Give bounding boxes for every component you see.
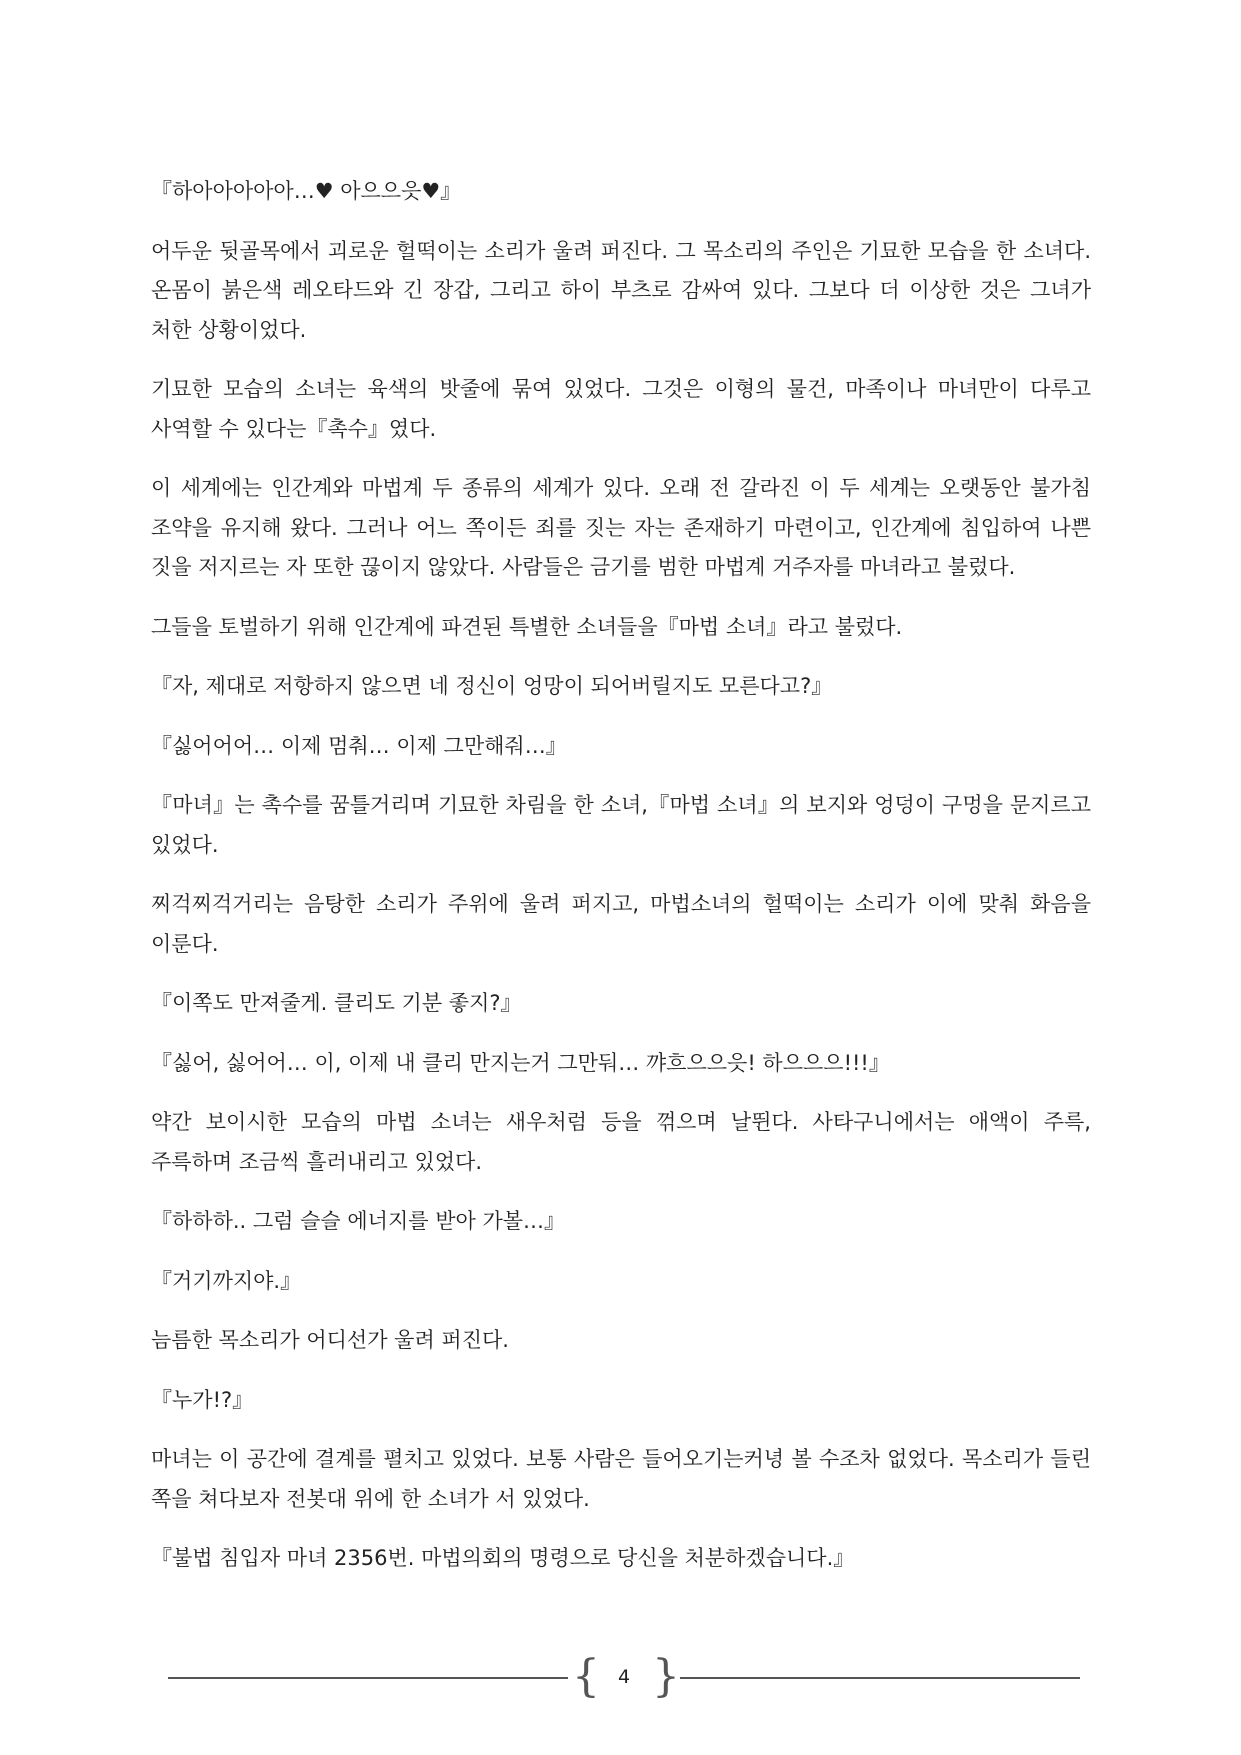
paragraph: 어두운 뒷골목에서 괴로운 헐떡이는 소리가 울려 퍼진다. 그 목소리의 주인은 기묘한 모습을 한 소녀다. 온몸이 붉은색 레오타드와 긴 장갑, 그리고 하이 부츠로 감싸여 있다. 그보다 더 이상한 것은 그녀가 처한 상황이었다.	[151, 238, 1091, 342]
footer-rule-left	[168, 1677, 568, 1679]
page-body	[151, 172, 1091, 1599]
paragraph: 『이쪽도 만져줄게. 클리도 기분 좋지?』	[151, 991, 522, 1015]
paragraph: 이 세계에는 인간계와 마법계 두 종류의 세계가 있다. 오래 전 갈라진 이 두 세계는 오랫동안 불가침 조약을 유지해 왔다. 그러나 어느 쪽이든 죄를 짓는 자는 존재하기 마련이고, 인간계에 침입하여 나쁜 짓을 저지르는 자 또한 끊이지 않았다. 사람들은 금기를 범한 마법계 거주자를 마녀라고 불렀다.	[151, 476, 1091, 579]
paragraph: 약간 보이시한 모습의 마법 소녀는 새우처럼 등을 꺾으며 날뛴다. 사타구니에서는 애액이 주륵, 주륵하며 조금씩 흘러내리고 있었다.	[151, 1110, 1091, 1174]
page-number: 4	[617, 1666, 631, 1688]
paragraph: 『싫어, 싫어어… 이, 이제 내 클리 만지는거 그만둬… 꺄흐으으읏! 하으으으!!!』	[151, 1050, 890, 1075]
paragraph: 마녀는 이 공간에 결계를 펼치고 있었다. 보통 사람은 들어오기는커녕 볼 수조차 없었다. 목소리가 들린 쪽을 쳐다보자 전봇대 위에 한 소녀가 서 있었다.	[151, 1447, 1091, 1511]
paragraph: 『불법 침입자 마녀 2356번. 마법의회의 명령으로 당신을 처분하겠습니다.』	[151, 1546, 855, 1570]
paragraph: 『하아아아아아…♥ 아으으읏♥』	[151, 179, 462, 203]
page-footer	[168, 1650, 1080, 1704]
paragraph: 기묘한 모습의 소녀는 육색의 밧줄에 묶여 있었다. 그것은 이형의 물건, 마족이나 마녀만이 다루고 사역할 수 있다는『촉수』였다.	[151, 377, 1091, 441]
footer-rule-right	[680, 1677, 1080, 1679]
paragraph: 『싫어어어… 이제 멈춰… 이제 그만해줘…』	[151, 733, 567, 758]
paragraph: 『자, 제대로 저항하지 않으면 네 정신이 엉망이 되어버릴지도 모른다고?』	[151, 674, 833, 698]
paragraph: 『누가!?』	[151, 1387, 254, 1412]
paragraph: 늠름한 목소리가 어디선가 울려 퍼진다.	[151, 1328, 509, 1352]
paragraph: 『하하하.. 그럼 슬슬 에너지를 받아 가볼…』	[151, 1209, 566, 1233]
paragraph: 『마녀』는 촉수를 꿈틀거리며 기묘한 차림을 한 소녀,『마법 소녀』의 보지와 엉덩이 구멍을 문지르고 있었다.	[151, 793, 1091, 857]
paragraph: 『거기까지야.』	[151, 1268, 302, 1293]
paragraph: 찌걱찌걱거리는 음탕한 소리가 주위에 울려 퍼지고, 마법소녀의 헐떡이는 소리가 이에 맞춰 화음을 이룬다.	[151, 892, 1091, 956]
paragraph: 그들을 토벌하기 위해 인간계에 파견된 특별한 소녀들을『마법 소녀』라고 불렀다.	[151, 614, 903, 639]
page-number-close-brace: }	[652, 1651, 680, 1702]
page-number-open-brace: {	[572, 1651, 600, 1702]
